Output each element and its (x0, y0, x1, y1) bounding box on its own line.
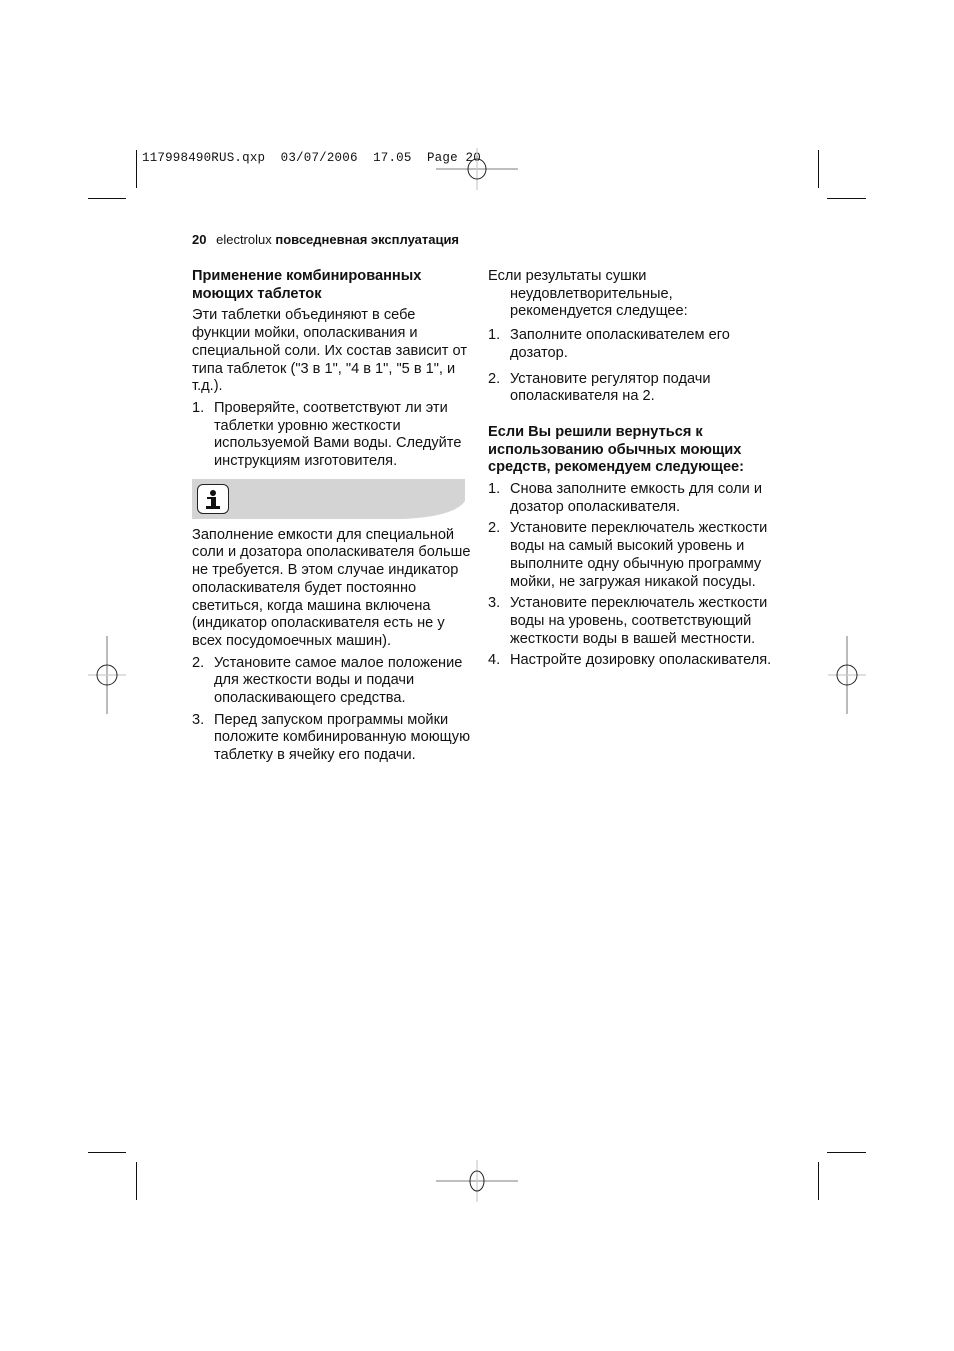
list-item: 3. Перед запуском программы мойки положите комбинированную моющую таблетку в ячейку его подачи. (192, 711, 471, 764)
registration-mark-top-icon (436, 148, 518, 190)
list-item: 4. Настройте дозировку ополаскивателя. (488, 652, 772, 669)
left-column (192, 268, 472, 769)
info-icon (197, 484, 229, 514)
crop-mark-top-right-horizontal (827, 198, 866, 199)
print-slug (142, 151, 481, 165)
registration-mark-bottom-icon (436, 1160, 518, 1202)
crop-mark-bottom-right-vertical (818, 1162, 819, 1200)
crop-mark-top-left-horizontal (88, 198, 126, 199)
note-paragraph: Заполнение емкости для специальной соли и дозатора ополаскивателя больше не требуется. В этом случае индикатор ополаскивателя будет постоянно светиться, когда машина включена (индикатор ополаскивателя есть не у всех посудомоечных машин). (192, 526, 471, 649)
intro-paragraph: Эти таблетки объединяют в себе функции мойки, ополаскивания и специальной соли. Их состав зависит от типа таблеток ("3 в 1", "4 в 1", "5 в 1", и т.д.). (192, 307, 468, 395)
registration-mark-left-icon (88, 636, 126, 714)
list-item: 1. Снова заполните емкость для соли и дозатор ополаскивателя. (488, 481, 762, 515)
intro-paragraph: Если результаты сушки неудовлетворительные, рекомендуется следущее: (488, 268, 688, 320)
right-column (488, 268, 773, 674)
page-number: 20 (192, 232, 207, 247)
steps-list-a (192, 400, 472, 471)
brand-name: electrolux (216, 232, 272, 247)
list-item: 3. Установите переключатель жесткости воды на уровень, соответствующий жесткости воды в вашей местности. (488, 595, 768, 647)
crop-mark-top-right-vertical (818, 150, 819, 188)
slug-filename: 117998490RUS.qxp (142, 151, 266, 165)
list-item: 1. Проверяйте, соответствуют ли эти таблетки уровню жесткости используемой Вами воды. Следуйте инструкциям изготовителя. (192, 399, 462, 470)
section-title: повседневная эксплуатация (275, 232, 460, 247)
slug-date: 03/07/2006 (280, 151, 358, 165)
slug-time: 17.05 (373, 151, 412, 165)
crop-mark-top-left-vertical (136, 150, 137, 188)
steps-list-a (488, 327, 773, 406)
crop-mark-bottom-left-vertical (136, 1162, 137, 1200)
crop-mark-bottom-left-horizontal (88, 1152, 126, 1153)
crop-mark-bottom-right-horizontal (827, 1152, 866, 1153)
list-item: 1. Заполните ополаскивателем его дозатор. (488, 327, 730, 361)
running-head (192, 232, 459, 247)
registration-mark-right-icon (828, 636, 866, 714)
slug-page: Page 20 (426, 151, 481, 165)
steps-list-b (488, 481, 773, 670)
list-item: 2. Установите регулятор подачи ополаскивателя на 2. (488, 370, 711, 405)
section-heading: Если Вы решили вернуться к использованию обычных моющих средств, рекомендуем следующее: (488, 423, 745, 476)
list-item: 2. Установите самое малое положение для жесткости воды и подачи ополаскивающего средства. (192, 654, 463, 707)
section-heading: Применение комбинированных моющих таблеток (192, 268, 422, 302)
steps-list-b (192, 655, 472, 765)
info-note-bar (192, 479, 465, 519)
list-item: 2. Установите переключатель жесткости воды на самый высокий уровень и выполните одну обычную программу мойки, не загружая никакой посуды. (488, 520, 768, 590)
